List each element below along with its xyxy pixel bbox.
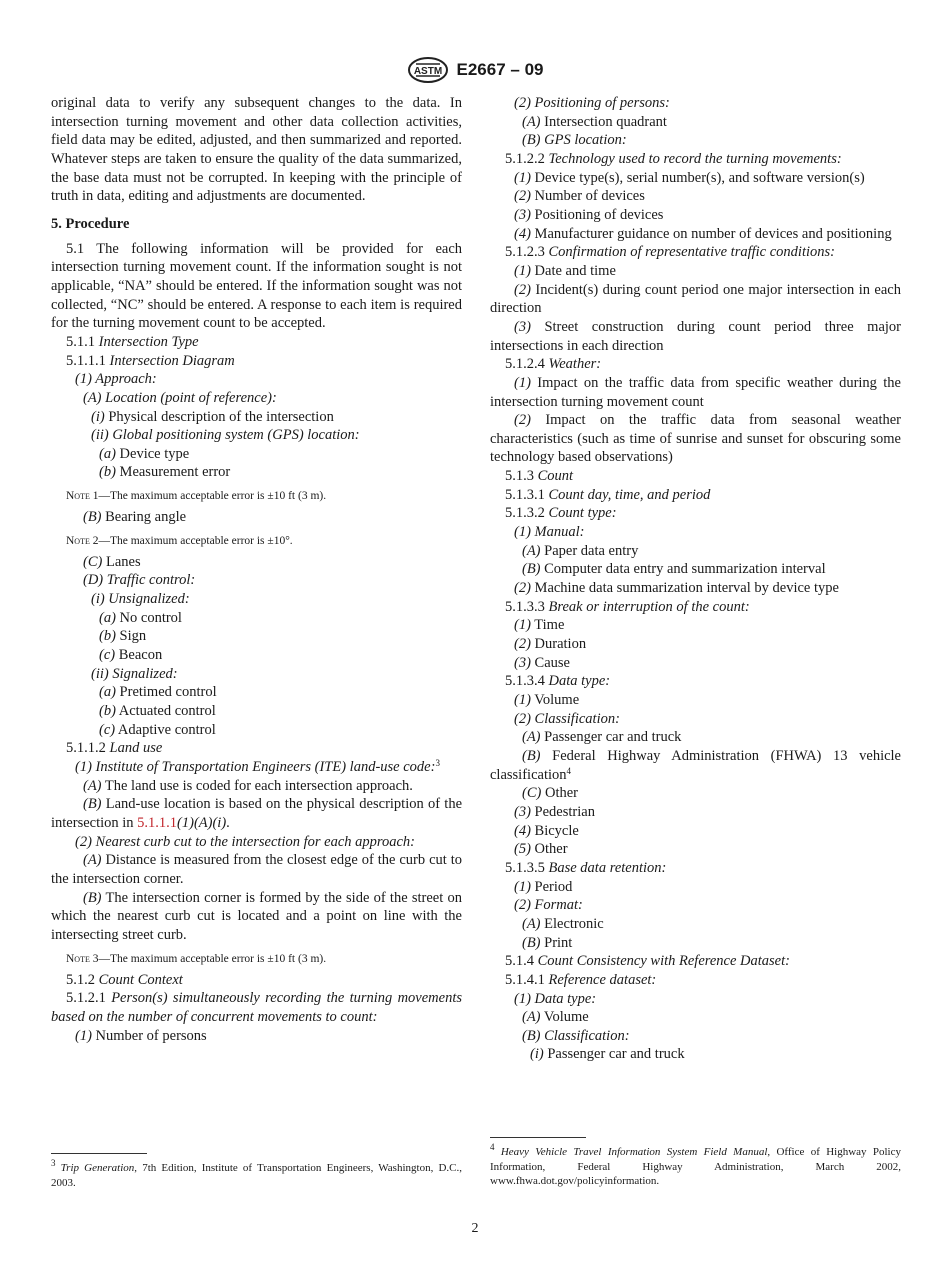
- item-ref-classification: (B) Classification:: [522, 1027, 630, 1044]
- document-id: E2667 – 09: [456, 60, 544, 79]
- item-actuated-control: (b) Actuated control: [99, 703, 216, 720]
- item-land-use-coded: (A) The land use is coded for each intersection approach.: [83, 777, 413, 794]
- item-positioning-of-devices: (3) Positioning of devices: [514, 206, 664, 223]
- item-traffic-control: (D) Traffic control:: [83, 572, 196, 589]
- item-electronic: (A) Electronic: [522, 915, 604, 932]
- item-break-cause: (3) Cause: [514, 654, 570, 671]
- item-intersection-corner: (B) The intersection corner is formed by the side of the street on which the nearest curb cut is located and a point on line with the intersecting street curb.: [51, 889, 462, 943]
- clause-5-1-2-4: 5.1.2.4 Weather:: [505, 356, 602, 373]
- item-other: (5) Other: [514, 841, 568, 858]
- astm-logo-icon: [407, 56, 449, 84]
- item-intersection-quadrant: (A) Intersection quadrant: [522, 113, 667, 130]
- item-print: (B) Print: [522, 934, 573, 951]
- item-gps-location: (ii) Global positioning system (GPS) location:: [91, 427, 360, 444]
- item-sign: (b) Sign: [99, 628, 147, 645]
- item-street-construction: (3) Street construction during count period three major intersections in each direction: [490, 318, 902, 354]
- clause-5-1-2: 5.1.2 Count Context: [66, 971, 183, 988]
- note-1: Note 1—The maximum acceptable error is ±10 ft (3 m).: [66, 490, 327, 503]
- item-nearest-curb-cut: (2) Nearest curb cut to the intersection for each approach:: [75, 833, 416, 850]
- item-no-control: (a) No control: [99, 609, 182, 626]
- item-adaptive-control: (c) Adaptive control: [99, 721, 216, 738]
- clause-5-1-3-2: 5.1.3.2 Count type:: [505, 505, 617, 522]
- item-volume: (1) Volume: [514, 692, 580, 708]
- item-number-of-devices: (2) Number of devices: [514, 188, 645, 205]
- item-manufacturer-guidance: (4) Manufacturer guidance on number of devices and positioning: [514, 225, 892, 242]
- footnote-4: $^4$ Heavy Vehicle Travel Information System Field Manual, Office of Highway Policy Information, Federal Highway Administration, March 2002, www.fhwa.dot.gov/policyinformation.: [490, 1142, 901, 1187]
- left-column: [51, 94, 462, 1045]
- item-incidents: (2) Incident(s) during count period one major intersection in each direction: [490, 281, 901, 317]
- item-pedestrian: (3) Pedestrian: [514, 803, 595, 820]
- item-ref-passenger-car-truck: (i) Passenger car and truck: [530, 1046, 685, 1063]
- clause-5-1-3-4: 5.1.3.4 Data type:: [505, 673, 611, 690]
- item-land-use-location: (B) Land-use location is based on the physical description of the intersection in 5.1.1.1(1)(A)(i).: [51, 796, 463, 831]
- item-format: (2) Format:: [514, 897, 583, 914]
- item-class-other: (C) Other: [522, 785, 578, 802]
- item-location: (A) Location (point of reference):: [83, 389, 277, 406]
- item-lanes: (C) Lanes: [83, 553, 141, 570]
- item-pretimed-control: (a) Pretimed control: [99, 684, 217, 701]
- clause-5-1-2-2: 5.1.2.2 Technology used to record the turning movements:: [505, 150, 842, 167]
- clause-5-1-3-1: 5.1.3.1 Count day, time, and period: [505, 486, 711, 503]
- item-device-types: (1) Device type(s), serial number(s), and software version(s): [514, 169, 865, 186]
- item-date-and-time: (1) Date and time: [514, 262, 616, 279]
- item-ref-volume: (A) Volume: [522, 1009, 589, 1026]
- item-approach: (1) Approach:: [75, 371, 157, 388]
- svg-text:ASTM: ASTM: [413, 66, 442, 77]
- item-passenger-car-truck: (A) Passenger car and truck: [522, 729, 682, 746]
- clause-5-1-2-3: 5.1.2.3 Confirmation of representative traffic conditions:: [505, 244, 835, 261]
- item-ref-data-type: (1) Data type:: [514, 990, 597, 1007]
- item-seasonal-weather: (2) Impact on the traffic data from seasonal weather characteristics (such as time of sunrise and sunset for obscuring some technology based observations): [490, 412, 902, 466]
- item-number-of-persons: (1) Number of persons: [75, 1027, 207, 1044]
- clause-5-1-3: 5.1.3 Count: [505, 468, 574, 485]
- page-header: [0, 55, 950, 85]
- clause-5-1-4-1: 5.1.4.1 Reference dataset:: [505, 971, 657, 988]
- item-bearing-angle: (B) Bearing angle: [83, 509, 187, 526]
- item-positioning-of-persons: (2) Positioning of persons:: [514, 95, 670, 111]
- intro-paragraph: original data to verify any subsequent changes to the data. In intersection turning movement and other data collection activities, field data may be edited, adjusted, and then summarized and reported. Whatever steps are taken to ensure the quality of the data summarized, the base data must not be corrupted. In keeping with the principle of truth in data, editing and adjustments are documented.: [51, 95, 462, 205]
- item-break-duration: (2) Duration: [514, 636, 587, 653]
- item-ite-code: (1) Institute of Transportation Engineers (ITE) land-use code:$^3$: [75, 758, 440, 775]
- item-bicycle: (4) Bicycle: [514, 822, 579, 839]
- item-curb-distance: (A) Distance is measured from the closest edge of the curb cut to the intersection corner.: [51, 852, 462, 887]
- item-paper-data-entry: (A) Paper data entry: [522, 542, 639, 559]
- note-2: Note 2—The maximum acceptable error is ±10°.: [66, 534, 293, 547]
- clause-link-5-1-1-1[interactable]: 5.1.1.1: [137, 814, 178, 831]
- item-period: (1) Period: [514, 878, 573, 895]
- right-column: [490, 94, 901, 1064]
- clause-5-1-2-1: 5.1.2.1 Person(s) simultaneously recording the turning movements based on the number of concurrent movements to count:: [51, 990, 463, 1025]
- item-specific-weather: (1) Impact on the traffic data from specific weather during the intersection turning movement count: [490, 374, 901, 410]
- page-number: 2: [471, 1221, 479, 1236]
- item-classification: (2) Classification:: [514, 710, 620, 727]
- item-computer-data-entry: (B) Computer data entry and summarization interval: [522, 561, 826, 578]
- item-break-time: (1) Time: [514, 617, 565, 634]
- item-signalized: (ii) Signalized:: [91, 665, 178, 682]
- item-measurement-error: (b) Measurement error: [99, 464, 231, 481]
- footnote-rule-left: [51, 1153, 147, 1154]
- item-machine-data: (2) Machine data summarization interval by device type: [514, 580, 839, 597]
- item-gps-location-persons: (B) GPS location:: [522, 132, 627, 149]
- clause-5-1-3-3: 5.1.3.3 Break or interruption of the count:: [505, 598, 750, 615]
- item-manual: (1) Manual:: [514, 524, 585, 541]
- item-beacon: (c) Beacon: [99, 647, 163, 664]
- clause-5-1-4: 5.1.4 Count Consistency with Reference Dataset:: [505, 953, 790, 970]
- clause-5-1-1-1: 5.1.1.1 Intersection Diagram: [66, 352, 235, 369]
- item-device-type: (a) Device type: [99, 445, 190, 462]
- footnote-3: $^3$ Trip Generation, 7th Edition, Institute of Transportation Engineers, Washington, D.C., 2003.: [51, 1158, 463, 1189]
- clause-5-1-1: 5.1.1 Intersection Type: [66, 333, 199, 350]
- footnote-rule-right: [490, 1137, 586, 1138]
- section-heading-procedure: 5. Procedure: [51, 215, 130, 232]
- clause-5-1-3-5: 5.1.3.5 Base data retention:: [505, 859, 667, 876]
- item-unsignalized: (i) Unsignalized:: [91, 591, 190, 608]
- clause-5-1-1-2: 5.1.1.2 Land use: [66, 740, 163, 757]
- item-fhwa-classification: (B) Federal Highway Administration (FHWA) 13 vehicle classification$^4$: [490, 747, 901, 783]
- paragraph-5-1: 5.1 The following information will be provided for each intersection turning movement count. If the information sought is not applicable, “NA” should be entered. If the information sought was not collected, “NC” should be entered. A response to each item is required for the turning movement count to be accepted.: [51, 240, 462, 332]
- item-physical-description: (i) Physical description of the intersection: [91, 408, 334, 425]
- note-3: Note 3—The maximum acceptable error is ±10 ft (3 m).: [66, 952, 327, 965]
